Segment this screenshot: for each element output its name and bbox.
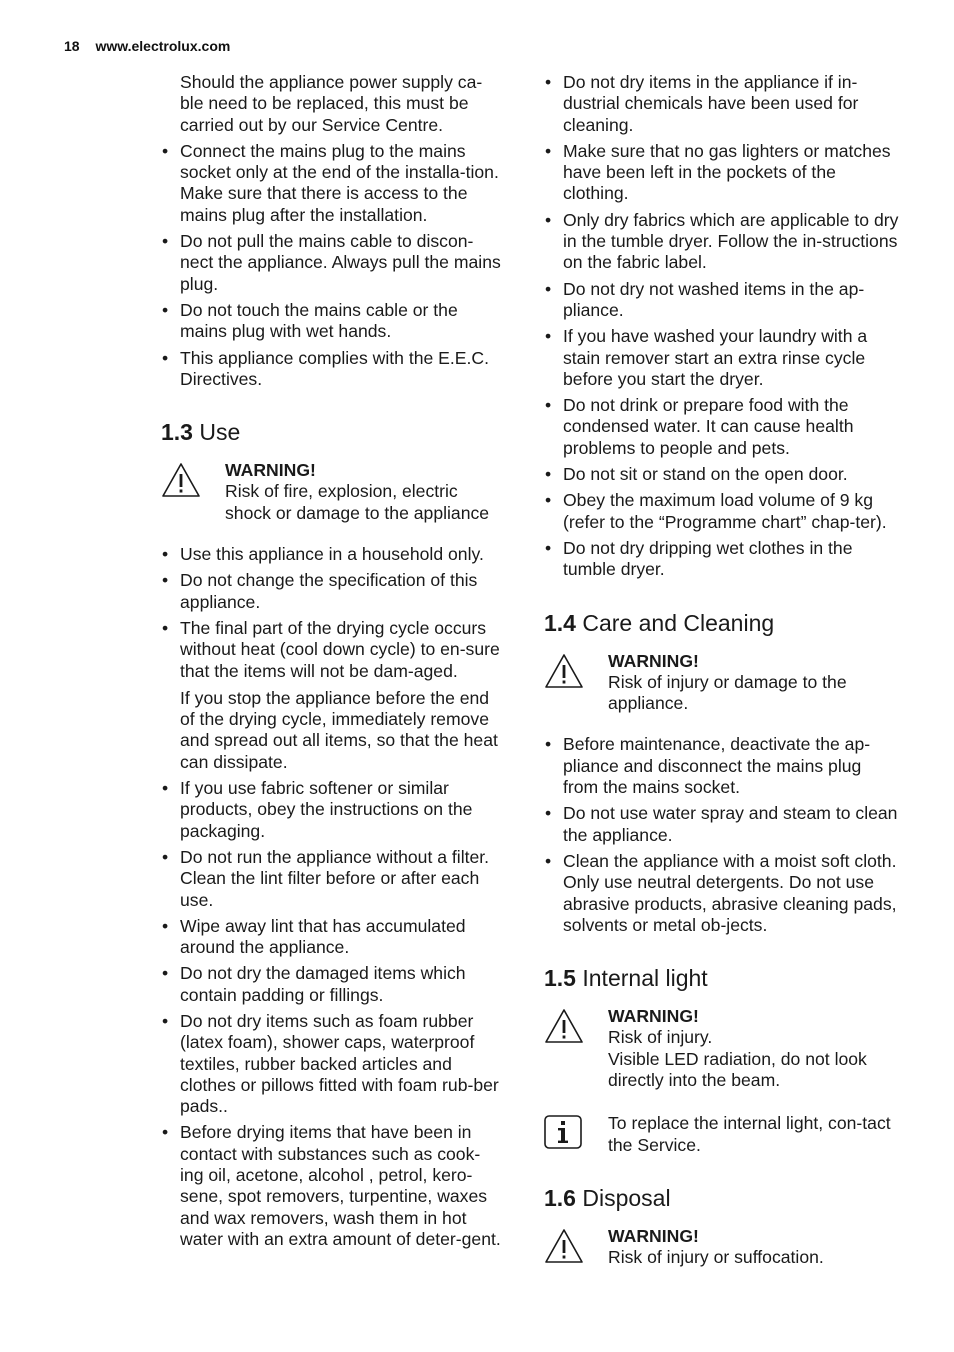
warning-title: WARNING! xyxy=(225,460,316,481)
list-item: • If you have washed your laundry with a stain remover start an extra rinse cycle before you start the dryer. xyxy=(545,326,868,389)
list-item: • Do not pull the mains cable to discon-nect the appliance. Always pull the mains plug. xyxy=(162,231,501,294)
page-number: 18 xyxy=(64,38,80,54)
section-heading-use: 1.3 Use xyxy=(161,419,241,446)
list-item: • Do not dry the damaged items which contain padding or fillings. xyxy=(162,963,466,1005)
list-item: • Do not run the appliance without a filter. Clean the lint filter before or after each use. xyxy=(162,846,490,910)
list-item: • Wipe away lint that has accumulated around the appliance. xyxy=(162,915,466,958)
warning-triangle-icon xyxy=(544,1228,584,1264)
warning-title: WARNING! xyxy=(608,650,699,671)
list-item: • Do not change the specification of this appliance. xyxy=(162,570,478,612)
warning-title: WARNING! xyxy=(608,1006,699,1027)
cooldown-subparagraph: If you stop the appliance before the end of the drying cycle, immediately remove and spread out all items, so that the heat can dissipate. xyxy=(180,687,498,772)
list-item: • If you use fabric softener or similar products, obey the instructions on the packaging. xyxy=(162,778,473,841)
right-column xyxy=(544,72,900,1288)
section-heading-disposal: 1.6 Disposal xyxy=(544,1184,671,1211)
website-url: www.electrolux.com xyxy=(95,38,231,54)
list-item: • Do not touch the mains cable or the mains plug with wet hands. xyxy=(162,299,458,342)
list-item: • Do not dry items in the appliance if in-dustrial chemicals have been used for cleaning. xyxy=(545,72,859,135)
list-item: • Do not dry items such as foam rubber (latex foam), shower caps, waterproof textiles, rubber backed articles and clothes or pillows fitted with foam rub-ber pads.. xyxy=(162,1010,499,1117)
warning-triangle-icon xyxy=(161,462,201,498)
list-item: • Before maintenance, deactivate the ap-pliance and disconnect the mains plug from the mains socket. xyxy=(545,734,871,798)
info-box xyxy=(544,1113,900,1156)
warning-triangle-icon xyxy=(544,653,584,689)
warning-box xyxy=(544,1226,900,1269)
list-item: • Before drying items that have been in contact with substances such as cook-ing oil, acetone, alcohol , petrol, kero-sene, spot removers, turpentine, waxes and wax removers, wash them in hot water with an extra amount of deter-gent. xyxy=(162,1122,501,1249)
safety-list-left-top xyxy=(161,141,501,390)
power-cable-note: Should the appliance power supply ca-ble need to be replaced, this must be carried out by our Service Centre. xyxy=(180,72,483,135)
warning-triangle-icon xyxy=(544,1008,584,1044)
list-item: • Connect the mains plug to the mains socket only at the end of the installa-tion. Make sure that there is access to the mains plug after the installation. xyxy=(162,140,499,225)
page-header xyxy=(64,38,230,54)
list-item: • This appliance complies with the E.E.C. Directives. xyxy=(162,347,490,389)
safety-list-right-top xyxy=(544,72,900,581)
list-item: • Do not dry not washed items in the ap-pliance. xyxy=(545,278,865,320)
warning-text: Visible LED radiation, do not look directly into the beam. xyxy=(608,1048,867,1090)
section-heading-care-cleaning: 1.4 Care and Cleaning xyxy=(544,609,775,636)
list-item: • Make sure that no gas lighters or matches have been left in the pockets of the clothing. xyxy=(545,140,891,204)
list-item: • Do not sit or stand on the open door. xyxy=(545,464,848,485)
left-column xyxy=(161,72,501,1255)
list-item: • Do not drink or prepare food with the condensed water. It can cause health problems to people and pets. xyxy=(545,395,854,458)
list-item: • Only dry fabrics which are applicable to dry in the tumble dryer. Follow the in-structions on the fabric label. xyxy=(545,209,899,273)
use-list xyxy=(161,544,501,1250)
warning-text: Risk of injury or damage to the appliance. xyxy=(608,671,847,714)
list-item: • Do not use water spray and steam to clean the appliance. xyxy=(545,803,898,845)
list-item: • Obey the maximum load volume of 9 kg (refer to the “Programme chart” chap-ter). xyxy=(545,490,887,532)
info-text: To replace the internal light, con-tact the Service. xyxy=(608,1113,891,1155)
list-item: • The final part of the drying cycle occurs without heat (cool down cycle) to en-sure that the items will not be dam-aged. If you stop the appliance before the end of the drying cycle, immediately remove and spread out all items, so that the heat can dissipate. xyxy=(162,617,500,772)
warning-text: Risk of injury. xyxy=(608,1027,713,1048)
care-list xyxy=(544,734,900,936)
section-heading-internal-light: 1.5 Internal light xyxy=(544,965,708,992)
warning-box xyxy=(544,1006,900,1091)
warning-box xyxy=(544,651,900,715)
info-icon xyxy=(544,1115,582,1149)
warning-text: Risk of fire, explosion, electric shock or damage to the appliance xyxy=(225,481,490,523)
list-item: • Do not dry dripping wet clothes in the tumble dryer. xyxy=(545,537,853,580)
list-item: • Use this appliance in a household only. xyxy=(162,544,484,565)
warning-title: WARNING! xyxy=(608,1225,699,1246)
warning-box xyxy=(161,460,501,524)
warning-text: Risk of injury or suffocation. xyxy=(608,1247,824,1268)
list-item: • Clean the appliance with a moist soft cloth. Only use neutral detergents. Do not use abrasive products, abrasive cleaning pads, solvents or metal ob-jects. xyxy=(545,850,897,935)
